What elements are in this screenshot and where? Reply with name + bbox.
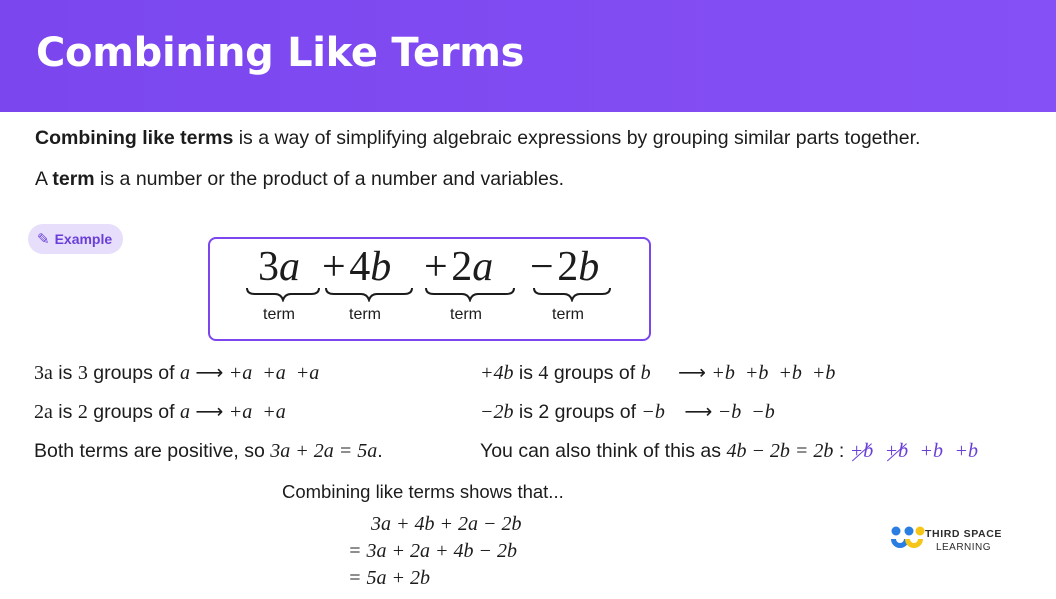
right-row-1-text: is (513, 362, 539, 384)
right-row-1-text2: groups of (548, 362, 641, 384)
third-space-learning-logo (889, 525, 925, 555)
term-label-4: term (552, 306, 584, 323)
right-row-3 (480, 440, 978, 463)
term-3-op: + (424, 244, 448, 290)
right-row-2-term: −2b (480, 401, 514, 423)
left-row-2-term: 2a (34, 401, 53, 423)
right-row-1-var: b (640, 362, 651, 384)
term-4-var: b (578, 244, 600, 290)
left-row-1-n: 3 (77, 362, 88, 384)
expression-term-1 (258, 242, 300, 292)
underbrace-1 (245, 286, 321, 302)
right-row-1 (480, 361, 835, 385)
arrow-icon: ⟶ (195, 401, 224, 423)
term-3-coef: 2 (451, 244, 473, 290)
term-definition-text: is a number or the product of a number and variables. (94, 168, 564, 190)
term-3-var: a (472, 244, 494, 290)
pencil-icon: ✎ (37, 231, 50, 248)
expression-term-4 (530, 242, 599, 292)
logo-line-2: LEARNING (935, 542, 992, 553)
term-4-op: − (530, 244, 554, 290)
left-row-2-result: +a +a (228, 401, 286, 423)
cancelled-term-1: +b (849, 440, 874, 462)
kept-term-2: +b (954, 440, 978, 462)
right-row-2-result: −b −b (717, 401, 775, 423)
arrow-icon: ⟶ (195, 362, 224, 384)
expression-term-2 (322, 242, 391, 292)
summary-step-1: 3a + 4b + 2a − 2b (371, 513, 522, 535)
left-row-3 (34, 440, 383, 463)
example-badge-label: Example (54, 231, 113, 247)
summary-intro: Combining like terms shows that... (282, 481, 564, 502)
left-row-2 (34, 400, 286, 424)
summary-step-2: = 3a + 2a + 4b − 2b (348, 540, 517, 562)
right-row-1-term: +4b (480, 362, 514, 384)
arrow-icon: ⟶ (677, 362, 706, 384)
underbrace-2 (324, 286, 414, 302)
underbrace-4 (532, 286, 612, 302)
cancelled-term-2: +b (884, 440, 909, 462)
right-row-2-text: is 2 groups of (513, 401, 642, 423)
left-row-3-end: . (377, 440, 383, 462)
right-row-1-result: +b +b +b +b (711, 362, 836, 384)
summary-step-3: = 5a + 2b (348, 567, 430, 589)
example-badge (28, 224, 123, 254)
right-row-3-eq: 4b − 2b = 2b (726, 440, 834, 462)
term-1-coef: 3 (258, 244, 279, 290)
arrow-icon: ⟶ (684, 401, 713, 423)
logo-wordmark (925, 528, 1002, 554)
left-row-2-var: a (179, 401, 190, 423)
right-row-2-var: −b (641, 401, 665, 423)
kept-term-1: +b (919, 440, 944, 462)
right-row-3-text: You can also think of this as (480, 440, 727, 462)
left-row-1 (34, 361, 319, 385)
left-row-1-term: 3a (34, 362, 53, 384)
intro-definition-text: is a way of simplifying algebraic expressions by grouping similar parts together. (233, 127, 921, 149)
term-2-coef: 4 (349, 244, 371, 290)
left-row-2-n: 2 (77, 401, 88, 423)
term-2-op: + (322, 244, 346, 290)
term-label-3: term (450, 306, 482, 323)
left-row-1-result: +a +a +a (228, 362, 320, 384)
term-definition-prefix: A (35, 168, 53, 190)
page-title: Combining Like Terms (36, 30, 525, 76)
left-row-2-text: is (52, 401, 78, 423)
term-label-2: term (349, 306, 381, 323)
expression-term-3 (424, 242, 493, 292)
intro-bold-term: Combining like terms (35, 127, 234, 149)
left-row-2-text2: groups of (87, 401, 180, 423)
term-1-var: a (279, 244, 300, 290)
left-row-1-text: is (52, 362, 78, 384)
term-definition (35, 168, 564, 191)
term-4-coef: 2 (557, 244, 579, 290)
term-2-var: b (370, 244, 392, 290)
logo-line-1: THIRD SPACE (925, 528, 1002, 540)
term-label-1: term (263, 306, 295, 323)
left-row-1-text2: groups of (87, 362, 180, 384)
left-row-3-text: Both terms are positive, so (34, 440, 271, 462)
right-row-1-n: 4 (538, 362, 549, 384)
left-row-3-eq: 3a + 2a = 5a (270, 440, 378, 462)
underbrace-3 (424, 286, 516, 302)
intro-definition (35, 127, 920, 150)
left-row-1-var: a (179, 362, 190, 384)
header-banner (0, 0, 1056, 112)
right-row-2 (480, 400, 775, 424)
right-row-3-colon: : (833, 440, 845, 462)
term-definition-bold: term (52, 168, 95, 190)
